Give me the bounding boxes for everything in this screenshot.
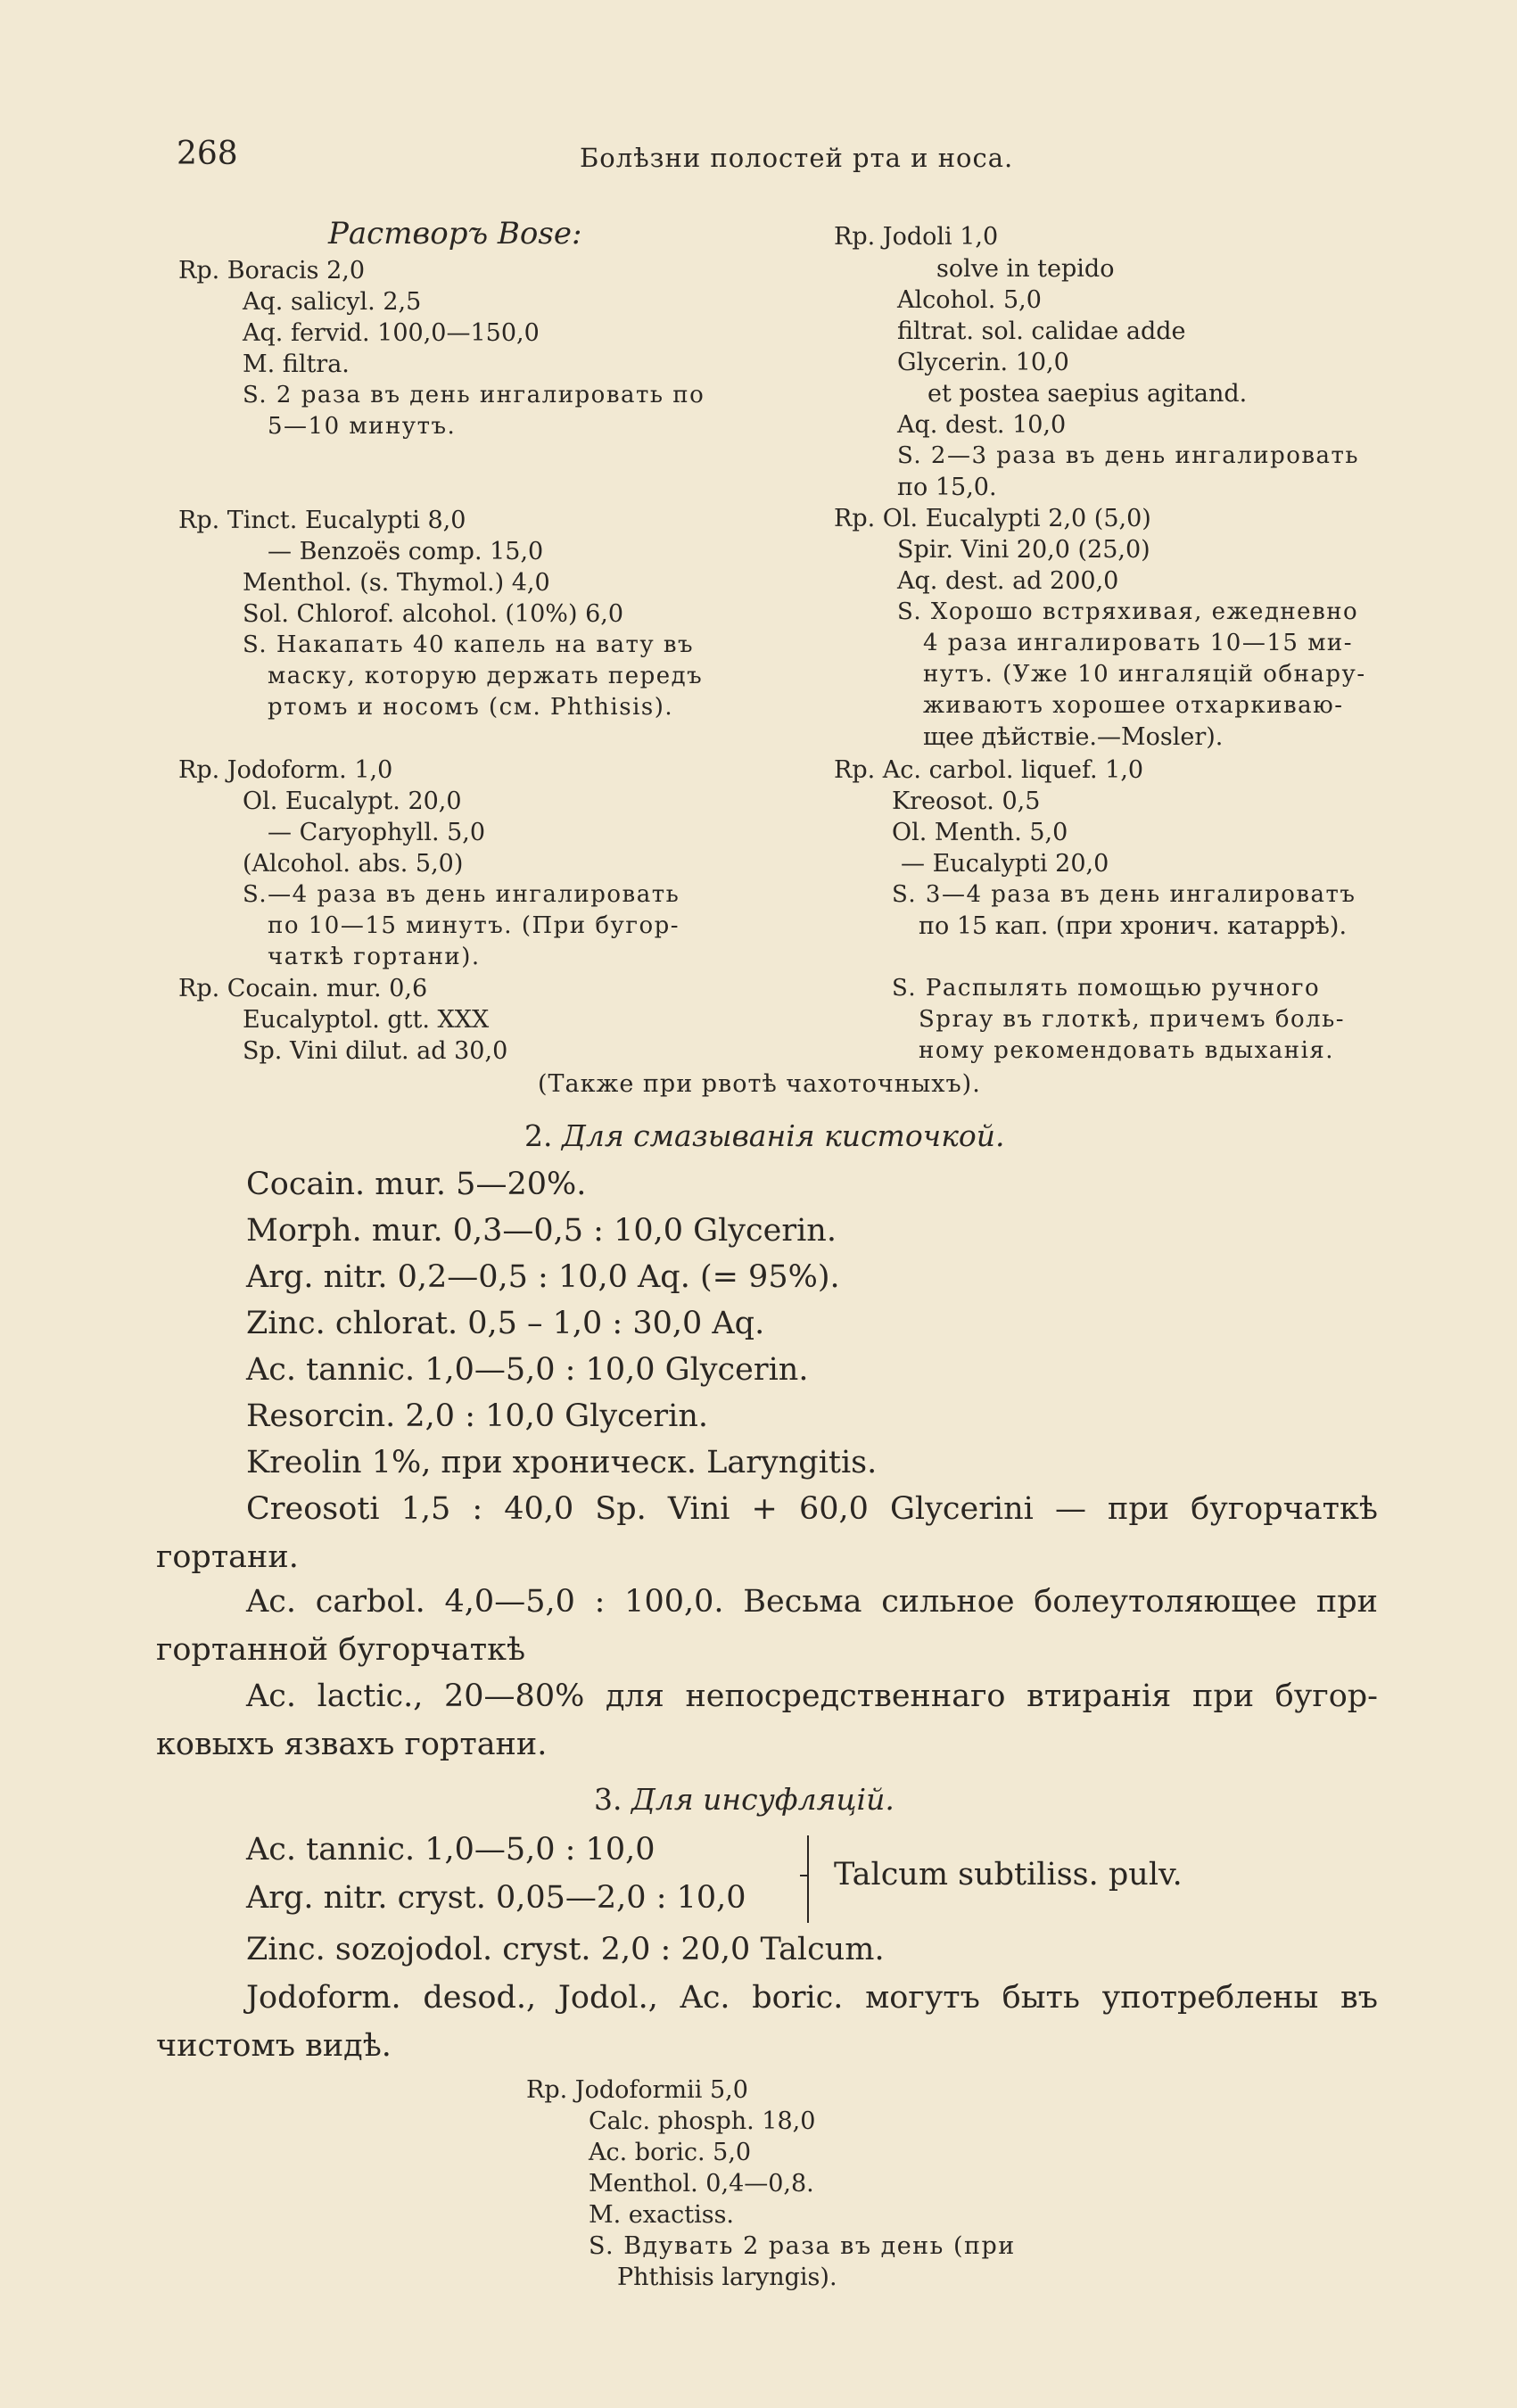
text-line: Sp. Vini dilut. ad 30,0	[243, 1037, 508, 1065]
centered-note: (Также при рвотѣ чахоточныхъ).	[538, 1070, 981, 1098]
formula-line: Cocain. mur. 5—20%.	[246, 1167, 587, 1202]
text-line: S. 2—3 раза въ день ингалировать	[897, 442, 1360, 469]
text-line: по 15 кап. (при хронич. катаррѣ).	[919, 912, 1348, 940]
text-line: Spir. Vini 20,0 (25,0)	[897, 536, 1150, 564]
text-line: Sol. Chlorof. alcohol. (10%) 6,0	[243, 600, 624, 628]
text-line: Aq. salicyl. 2,5	[243, 288, 422, 316]
paragraph-first-line: Creosoti 1,5 : 40,0 Sp. Vini + 60,0 Glycerini — при бугорчаткѣ	[246, 1491, 1378, 1527]
text-line: Rp. Jodoform. 1,0	[178, 756, 393, 784]
text-line: Ac. boric. 5,0	[589, 2139, 752, 2166]
section-number: 2.	[524, 1118, 553, 1153]
text-line: S. Распылять помощью ручного	[892, 975, 1321, 1002]
text-line: (Alcohol. abs. 5,0)	[243, 850, 464, 878]
paragraph-first-line: Ac. lactic., 20—80% для непосредственнаго втиранія при бугор-	[246, 1678, 1378, 1714]
formula-line: Kreolin 1%, при хроническ. Laryngitis.	[246, 1445, 878, 1480]
formula-line: Resorcin. 2,0 : 10,0 Glycerin.	[246, 1398, 709, 1434]
paragraph-first-line: Jodoform. desod., Jodol., Ac. boric. могутъ быть употреблены въ	[246, 1980, 1378, 2016]
paragraph	[156, 1584, 1378, 1668]
text-line: Rp. Tinct. Eucalypti 8,0	[178, 507, 466, 534]
text-line: по 10—15 минутъ. (При бугор-	[268, 912, 680, 939]
running-title: Болѣзни полостей рта и носа.	[580, 143, 1014, 173]
formula-line: Zinc. sozojodol. cryst. 2,0 : 20,0 Talcum.	[246, 1932, 885, 1967]
paragraph	[156, 1491, 1378, 1575]
curly-brace	[807, 1835, 820, 1923]
text-line: M. filtra.	[243, 350, 350, 378]
section-title: Для инсуфляцій.	[631, 1782, 895, 1817]
text-line: ртомъ и носомъ (см. Phthisis).	[268, 694, 674, 721]
text-line: Rp. Jodoformii 5,0	[526, 2076, 748, 2104]
text-line: filtrat. sol. calidae adde	[897, 317, 1186, 345]
paragraph-first-line: Ac. carbol. 4,0—5,0 : 100,0. Весьма сильное болеутоляющее при	[246, 1584, 1378, 1620]
text-line: Rp. Cocain. mur. 0,6	[178, 975, 428, 1002]
paragraph-continuation: ковыхъ язвахъ гортани.	[156, 1727, 548, 1762]
text-line: Eucalyptol. gtt. XXX	[243, 1006, 490, 1034]
text-line: Aq. dest. 10,0	[897, 411, 1067, 439]
section-3-heading	[594, 1782, 895, 1817]
formula-line: Ac. tannic. 1,0—5,0 : 10,0 Glycerin.	[246, 1352, 809, 1388]
text-line: Spray въ глоткѣ, причемъ боль-	[919, 1006, 1346, 1033]
text-line: по 15,0.	[897, 474, 997, 501]
page-number: 268	[177, 136, 238, 172]
paragraph-continuation: гортанной бугорчаткѣ	[156, 1632, 526, 1668]
text-line: Glycerin. 10,0	[897, 349, 1069, 376]
recipe-heading: Растворъ Bose:	[328, 216, 582, 252]
paragraph	[156, 1678, 1378, 1762]
text-line: Phthisis laryngis).	[617, 2264, 837, 2291]
text-line: S. Хорошо встряхивая, ежедневно	[897, 598, 1359, 625]
text-line: Menthol. (s. Thymol.) 4,0	[243, 569, 550, 597]
text-line: Rp. Boracis 2,0	[178, 257, 366, 285]
text-line: Alcohol. 5,0	[897, 286, 1042, 314]
text-line: S. 3—4 раза въ день ингалироватъ	[892, 881, 1356, 908]
text-line: Rp. Ol. Eucalypti 2,0 (5,0)	[834, 505, 1151, 532]
formula-line: Ac. tannic. 1,0—5,0 : 10,0	[246, 1832, 655, 1868]
text-line: S. Накапать 40 капель на вату въ	[243, 631, 695, 658]
text-line: — Caryophyll. 5,0	[268, 819, 486, 846]
text-line: Ol. Eucalypt. 20,0	[243, 788, 462, 815]
text-line: маску, которую держать передъ	[268, 663, 704, 689]
text-line: Rp. Jodoli 1,0	[834, 223, 999, 251]
text-line: Aq. dest. ad 200,0	[897, 567, 1119, 595]
paragraph	[156, 1980, 1378, 2064]
text-line: Ol. Menth. 5,0	[892, 819, 1068, 846]
text-line: 5—10 минутъ.	[268, 413, 457, 440]
text-line: щее дѣйствіе.—Mosler).	[923, 723, 1224, 751]
section-2-heading	[524, 1118, 1005, 1153]
text-line: Kreosot. 0,5	[892, 788, 1041, 815]
text-line: — Eucalypti 20,0	[901, 850, 1109, 878]
formula-line: Zinc. chlorat. 0,5 – 1,0 : 30,0 Aq.	[246, 1306, 765, 1341]
text-line: чаткѣ гортани).	[268, 944, 481, 970]
paragraph-continuation: гортани.	[156, 1539, 299, 1575]
paragraph-continuation: чистомъ видѣ.	[156, 2028, 392, 2064]
text-line: S. 2 раза въ день ингалировать по	[243, 382, 705, 408]
text-line: solve in tepido	[936, 255, 1115, 283]
text-line: 4 раза ингалировать 10—15 ми-	[923, 630, 1354, 656]
text-line: M. exactiss.	[589, 2201, 735, 2229]
text-line: — Benzoës comp. 15,0	[268, 538, 544, 565]
text-line: Menthol. 0,4—0,8.	[589, 2170, 814, 2198]
formula-line: Arg. nitr. cryst. 0,05—2,0 : 10,0	[246, 1880, 746, 1916]
text-line: S.—4 раза въ день ингалировать	[243, 881, 680, 908]
brace-label: Talcum subtiliss. pulv.	[834, 1857, 1183, 1893]
text-line: S. Вдувать 2 раза въ день (при	[589, 2232, 1016, 2260]
text-line: et postea saepius agitand.	[928, 380, 1248, 408]
section-title: Для смазыванія кисточкой.	[562, 1118, 1005, 1153]
text-line: живаютъ хорошее отхаркиваю-	[923, 692, 1344, 719]
text-line: нутъ. (Уже 10 ингаляцій обнару-	[923, 661, 1366, 688]
text-line: Aq. fervid. 100,0—150,0	[243, 319, 540, 347]
formula-line: Morph. mur. 0,3—0,5 : 10,0 Glycerin.	[246, 1213, 837, 1249]
section-number: 3.	[594, 1782, 622, 1817]
formula-line: Arg. nitr. 0,2—0,5 : 10,0 Aq. (= 95%).	[246, 1259, 840, 1295]
text-line: Calc. phosph. 18,0	[589, 2107, 816, 2135]
text-line: Rp. Ac. carbol. liquef. 1,0	[834, 756, 1144, 784]
text-line: ному рекомендовать вдыханія.	[919, 1037, 1335, 1064]
